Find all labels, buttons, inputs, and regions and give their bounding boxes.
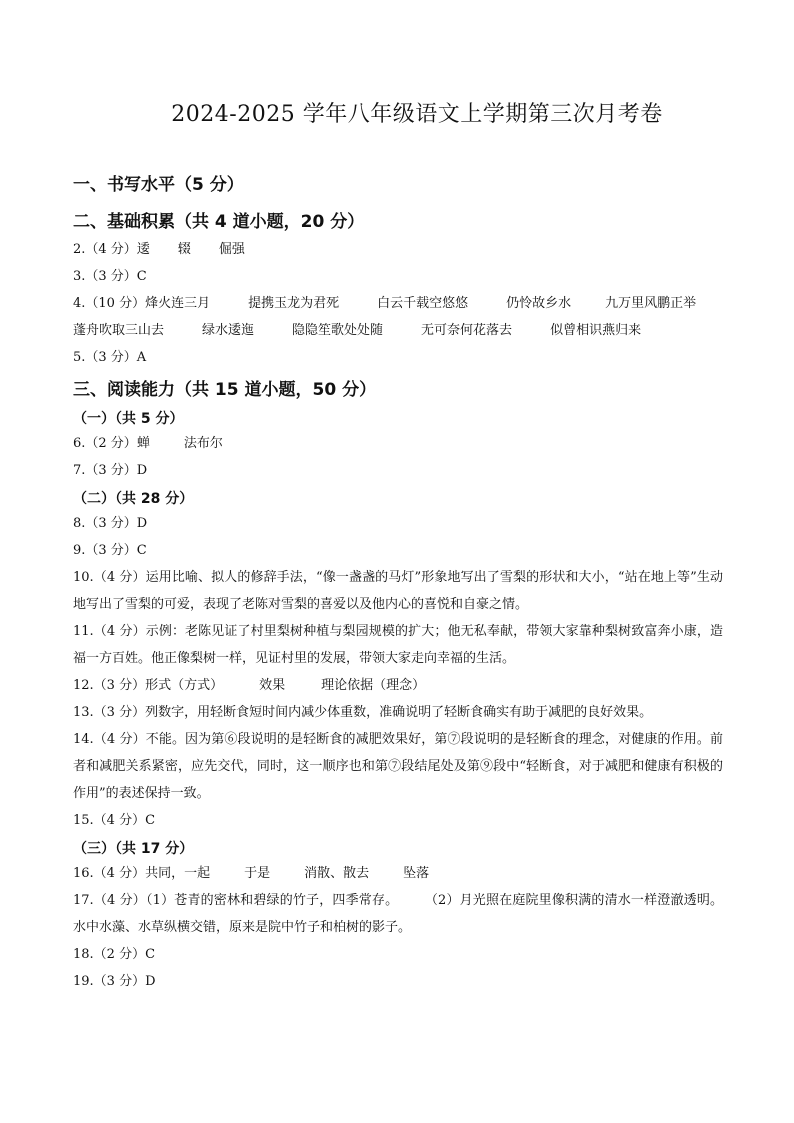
answer-q13: 13.（3 分）列数字，用轻断食短时间内减少体重数，准确说明了轻断食确实有助于减肥的良好效果。 bbox=[73, 705, 653, 720]
answer-item: 白云千载空悠悠 bbox=[377, 296, 469, 311]
answer-content bbox=[73, 168, 723, 995]
answer-item: 共同，一起 bbox=[145, 866, 211, 881]
answer-item: 烽火连三月 bbox=[145, 296, 211, 311]
answer-q15: 15.（4 分）C bbox=[73, 813, 156, 828]
answer-q18: 18.（2 分）C bbox=[73, 947, 156, 962]
answer-q17: 17.（4 分）（1）苍青的密林和碧绿的竹子，四季常存。 （2）月光照在庭院里像积满的清水一样澄澈透明。水中水藻、水草纵横交错，原来是院中竹子和柏树的影子。 bbox=[73, 893, 723, 935]
answer-q5: 5.（3 分）A bbox=[73, 350, 147, 365]
answer-prefix: 6.（2 分） bbox=[73, 436, 137, 451]
answer-prefix: 12.（3 分） bbox=[73, 678, 146, 693]
answer-item: 蝉 bbox=[136, 436, 150, 451]
answer-q19: 19.（3 分）D bbox=[73, 974, 156, 989]
answer-q4-line2 bbox=[73, 317, 723, 344]
answer-q2 bbox=[73, 236, 723, 263]
answer-prefix: 4.（10 分） bbox=[73, 296, 146, 311]
answer-item: 消散、散去 bbox=[304, 866, 370, 881]
answer-q11: 11.（4 分）示例：老陈见证了村里梨树种植与梨园规模的扩大；他无私奉献，带领大家靠种梨树致富奔小康，造福一方百姓。他正像梨树一样，见证村里的发展，带领大家走向幸福的生活。 bbox=[73, 624, 723, 666]
answer-item: 效果 bbox=[259, 678, 286, 693]
answer-q7: 7.（3 分）D bbox=[73, 463, 148, 478]
answer-q9: 9.（3 分）C bbox=[73, 543, 147, 558]
answer-q6 bbox=[73, 430, 723, 457]
answer-q14: 14.（4 分）不能。因为第⑥段说明的是轻断食的减肥效果好，第⑦段说明的是轻断食的理念，对健康的作用。前者和减肥关系紧密，应先交代，同时，这一顺序也和第⑦段结尾处及第⑨段中“轻断食，对于减肥和健康有积极的作用”的表述保持一致。 bbox=[73, 732, 723, 801]
answer-item: 隐隐笙歌处处随 bbox=[292, 323, 384, 338]
answer-q3: 3.（3 分）C bbox=[73, 269, 147, 284]
answer-item: 似曾相识燕归来 bbox=[550, 323, 642, 338]
answer-item: 辍 bbox=[177, 242, 191, 257]
answer-q16 bbox=[73, 860, 723, 887]
answer-item: 蓬舟吹取三山去 bbox=[73, 323, 165, 338]
answer-q4-line1 bbox=[73, 290, 723, 317]
answer-item: 坠落 bbox=[403, 866, 430, 881]
answer-item: 于是 bbox=[244, 866, 271, 881]
section-heading-writing: 一、书写水平（5 分） bbox=[73, 175, 244, 195]
section-heading-basics: 二、基础积累（共 4 道小题，20 分） bbox=[73, 212, 365, 232]
answer-q12 bbox=[73, 672, 723, 699]
page-title: 2024-2025 学年八年级语文上学期第三次月考卷 bbox=[171, 102, 663, 127]
answer-item: 仍怜故乡水 bbox=[506, 296, 572, 311]
answer-item: 倔强 bbox=[218, 242, 245, 257]
answer-item: 无可奈何花落去 bbox=[421, 323, 513, 338]
subsection-heading-3: （三）（共 17 分） bbox=[73, 841, 194, 857]
answer-prefix: 2.（4 分） bbox=[73, 242, 137, 257]
answer-item: 绿水逶迤 bbox=[202, 323, 255, 338]
answer-item: 逶 bbox=[136, 242, 150, 257]
answer-item: 形式（方式） bbox=[145, 678, 224, 693]
answer-item: 提携玉龙为君死 bbox=[248, 296, 340, 311]
answer-item: 九万里风鹏正举 bbox=[605, 296, 697, 311]
answer-q10: 10.（4 分）运用比喻、拟人的修辞手法，“像一盏盏的马灯”形象地写出了雪梨的形状和大小，“站在地上等”生动地写出了雪梨的可爱，表现了老陈对雪梨的喜爱以及他内心的喜悦和自豪之情。 bbox=[73, 570, 723, 612]
subsection-heading-1: （一）（共 5 分） bbox=[73, 411, 184, 427]
answer-item: 法布尔 bbox=[183, 436, 223, 451]
section-heading-reading: 三、阅读能力（共 15 道小题，50 分） bbox=[73, 380, 377, 400]
answer-prefix: 16.（4 分） bbox=[73, 866, 146, 881]
answer-item: 理论依据（理念） bbox=[321, 678, 426, 693]
answer-q8: 8.（3 分）D bbox=[73, 516, 148, 531]
subsection-heading-2: （二）（共 28 分） bbox=[73, 491, 194, 507]
